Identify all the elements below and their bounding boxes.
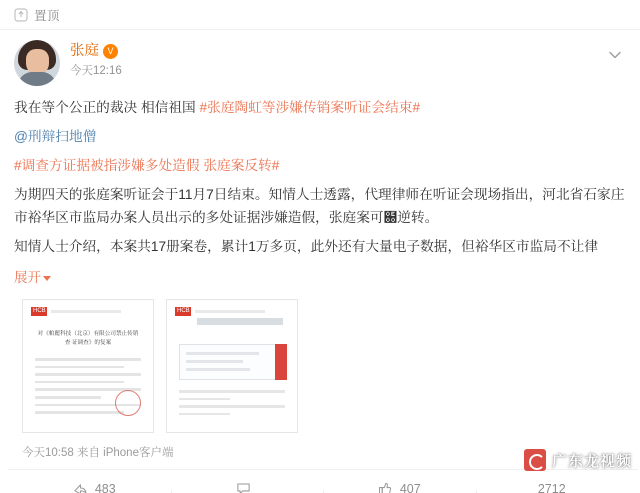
share-action[interactable]: [18, 481, 171, 493]
pinned-label: 置顶: [34, 8, 61, 23]
post-timestamp: 今天12:16: [70, 65, 122, 77]
document-signature-line: [37, 411, 77, 414]
comment-action[interactable]: [171, 481, 324, 493]
content-line-1: [14, 96, 626, 119]
chevron-down-icon[interactable]: [606, 46, 624, 64]
post-header: [14, 40, 626, 86]
post-content: [14, 96, 626, 289]
like-count: 407: [399, 481, 421, 493]
content-paragraph-1: 为期四天的张庭案听证会于11月7日结束。知情人士透露，代理律师在听证会现场指出，河北省石家庄市裕华区市监局办案人员出示的多处证据涉嫌造假，张庭案可฀逆转。: [14, 187, 625, 225]
expand-button[interactable]: [14, 266, 51, 289]
extra-count-label: 2712: [537, 481, 566, 493]
expand-label: 展开: [14, 270, 41, 285]
pin-icon: [14, 8, 28, 22]
watermark-text: 广东龙视频: [551, 452, 632, 470]
attachment-document-1[interactable]: [22, 299, 154, 433]
attachment-document-2[interactable]: [166, 299, 298, 433]
document-header-rule: [51, 310, 121, 313]
share-count: 483: [94, 481, 116, 493]
pinned-bar: [0, 0, 640, 30]
user-name[interactable]: 张庭: [70, 43, 99, 59]
content-mention[interactable]: @刑辩扫地僧: [14, 129, 97, 144]
content-mention-line: [14, 125, 626, 148]
attachment-images: [14, 299, 626, 433]
post-source-meta: 今天10:58 来自 iPhone客户端: [22, 447, 174, 459]
document-header-rule-2: [195, 310, 265, 313]
content-topic-line-2: [14, 154, 626, 177]
like-icon: [378, 481, 393, 493]
user-name-row: [70, 42, 626, 60]
certificate-red-tab: [275, 344, 287, 380]
certificate-header-bar: [197, 318, 283, 325]
document-brand-1: HCB: [33, 308, 46, 314]
watermark: [524, 449, 632, 471]
post-card: [0, 30, 640, 493]
content-topic-2[interactable]: #调查方证据被指涉嫌多处造假 张庭案反转#: [14, 158, 280, 173]
certificate-body-box: [179, 344, 285, 380]
user-avatar[interactable]: [14, 40, 60, 86]
certificate-body-lines: [179, 390, 285, 420]
content-topic-1[interactable]: #张庭陶虹等涉嫌传销案听证会结束#: [199, 100, 421, 115]
post-action-bar: [8, 469, 638, 493]
document-title-1: 对《帕麗科技（北京）有限公司禁止传销查 证调查》的复案: [37, 331, 139, 346]
comment-icon: [236, 481, 251, 493]
document-brand-2: HCB: [177, 308, 190, 314]
content-paragraph-2: 知情人士介绍，本案共17册案卷，累计1万多页，此外还有大量电子数据，但裕华区市监局不让律: [14, 239, 599, 254]
document-red-stamp: [115, 390, 141, 416]
verified-badge-icon: V: [103, 44, 118, 59]
content-plain-text: 我在等个公正的裁决 相信祖国: [14, 100, 200, 115]
caret-down-icon: [43, 276, 51, 281]
watermark-logo: [524, 449, 546, 471]
like-action[interactable]: [323, 481, 476, 493]
share-icon: [73, 481, 88, 493]
post-header-text: [70, 40, 626, 79]
extra-count[interactable]: [476, 481, 629, 493]
